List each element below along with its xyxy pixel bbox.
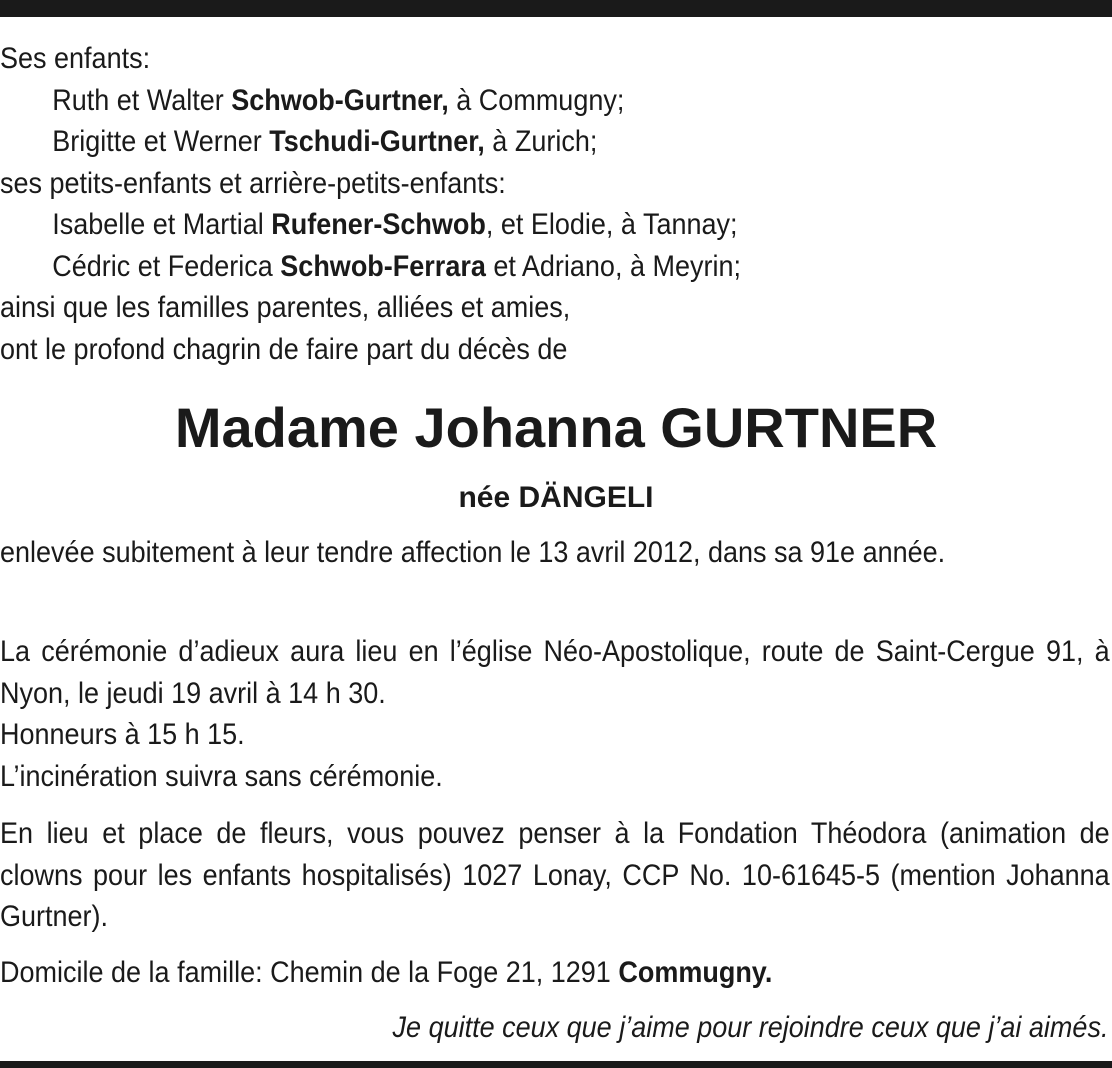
honours-line: Honneurs à 15 h 15. <box>0 718 245 751</box>
ceremony-paragraph: La cérémonie d’adieux aura lieu en l’église Néo-Apostolique, route de Saint-Cergue 91, à Nyon, le jeudi 19 avril à 14 h 30. <box>0 635 1110 710</box>
children-label: Ses enfants: <box>0 42 151 75</box>
grandchild-1-first-names: Isabelle et Martial <box>52 208 272 241</box>
grandchild-2-first-names: Cédric et Federica <box>52 249 281 283</box>
grandchild-2-place: et Adriano, à Meyrin; <box>485 249 741 283</box>
closing-quote: Je quitte ceux que j’aime pour rejoindre ceux que j’ai aimés. <box>392 1011 1108 1044</box>
families-line: ainsi que les familles parentes, alliées et amies, <box>0 291 571 324</box>
ceremony-section <box>0 631 1110 797</box>
domicile-address: Domicile de la famille: Chemin de la Foge 21, 1291 <box>0 956 619 989</box>
cremation-line: L’incinération suivra sans cérémonie. <box>0 759 443 793</box>
domicile-town: Commugny. <box>618 956 773 989</box>
top-rule <box>0 0 1112 17</box>
grandchild-line-2 <box>0 246 1110 288</box>
family-list <box>0 38 1110 370</box>
domicile-line <box>0 952 1110 994</box>
grandchild-1-surname: Rufener-Schwob <box>271 208 486 241</box>
child-2-first-names: Brigitte et Werner <box>52 125 270 158</box>
child-1-place: à Commugny; <box>448 83 625 117</box>
child-line-2 <box>0 121 1110 163</box>
announcement-line: ont le profond chagrin de faire part du décès de <box>0 332 568 366</box>
child-1-first-names: Ruth et Walter <box>52 83 232 117</box>
grandchild-line-1 <box>0 204 1110 246</box>
bottom-rule <box>0 1061 1112 1068</box>
maiden-name: née DÄNGELI <box>458 481 654 514</box>
child-line-1 <box>0 80 1110 122</box>
child-2-surname: Tschudi-Gurtner, <box>269 125 485 158</box>
child-1-surname: Schwob-Gurtner, <box>231 83 449 117</box>
grandchild-1-place: , et Elodie, à Tannay; <box>485 208 738 241</box>
child-2-place: à Zurich; <box>484 125 598 158</box>
death-paragraph: enlevée subitement à leur tendre affection le 13 avril 2012, dans sa 91e année. <box>0 536 946 569</box>
grandchildren-label: ses petits-enfants et arrière-petits-enfants: <box>0 166 506 200</box>
deceased-name: Madame Johanna GURTNER <box>174 396 938 459</box>
grandchild-2-surname: Schwob-Ferrara <box>280 249 486 283</box>
donation-paragraph: En lieu et place de fleurs, vous pouvez penser à la Fondation Théodora (animation de clowns pour les enfants hospitalisés) 1027 Lonay, CCP No. 10-61645-5 (mention Johanna Gurtner). <box>0 817 1110 933</box>
